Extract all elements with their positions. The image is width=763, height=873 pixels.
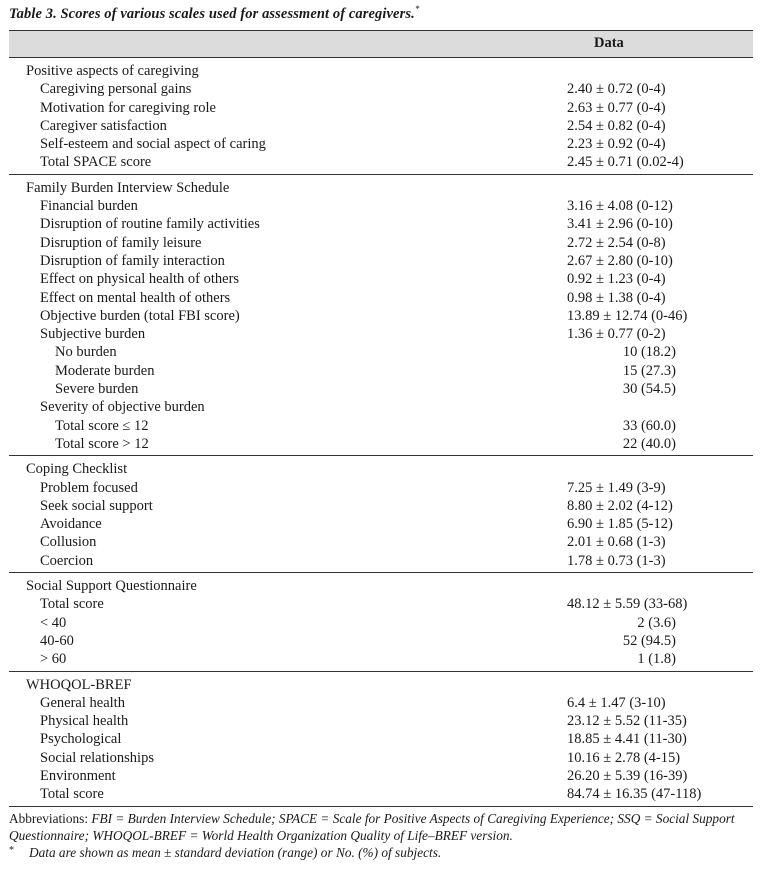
row-label: Motivation for caregiving role (40, 99, 216, 116)
row-value: 1.36 ± 0.77 (0-2) (567, 326, 666, 343)
table-row (9, 197, 753, 215)
table-section (9, 175, 753, 456)
row-label: Caregiver satisfaction (40, 117, 167, 134)
row-value: 1.78 ± 0.73 (1-3) (567, 552, 666, 569)
table-row (9, 749, 753, 767)
section-header-row (9, 62, 753, 80)
table-row (9, 398, 753, 416)
table-row (9, 289, 753, 307)
row-value: 33 (60.0) (622, 417, 676, 434)
row-value: 2.72 ± 2.54 (0-8) (567, 234, 666, 251)
table-row (9, 417, 753, 435)
caption-marker: * (414, 4, 420, 14)
table-row (9, 270, 753, 288)
table-row (9, 307, 753, 325)
row-value: 23.12 ± 5.52 (11-35) (567, 713, 687, 730)
table-section (9, 672, 753, 806)
row-value: 48.12 ± 5.59 (33-68) (567, 596, 688, 613)
row-label: Total SPACE score (40, 154, 152, 171)
abbreviations-note (9, 810, 754, 844)
row-value: 26.20 ± 5.39 (16-39) (567, 767, 688, 784)
table-row (9, 153, 753, 171)
table-row (9, 614, 753, 632)
row-label: Problem focused (40, 479, 138, 496)
table-header (9, 31, 753, 58)
scores-table (9, 30, 753, 807)
row-label: Effect on mental health of others (40, 289, 231, 306)
table-row (9, 552, 753, 570)
section-header-row (9, 179, 753, 197)
row-value: 6.4 ± 1.47 (3-10) (567, 694, 666, 711)
abbreviations-prefix: Abbreviations: (9, 811, 92, 826)
footnote (9, 845, 441, 861)
row-label: Effect on physical health of others (40, 271, 240, 288)
section-title: Social Support Questionnaire (26, 578, 197, 595)
row-label: Subjective burden (40, 326, 146, 343)
table-row (9, 497, 753, 515)
table-row (9, 632, 753, 650)
table-row (9, 234, 753, 252)
row-value: 2.67 ± 2.80 (0-10) (567, 252, 673, 269)
row-value: 2.45 ± 0.71 (0.02-4) (567, 154, 684, 171)
section-title: Family Burden Interview Schedule (26, 179, 230, 196)
row-label: Disruption of family interaction (40, 252, 225, 269)
row-value: 30 (54.5) (622, 381, 676, 398)
row-value: 6.90 ± 1.85 (5-12) (567, 516, 673, 533)
row-label: Collusion (40, 534, 97, 551)
table-row (9, 343, 753, 361)
section-title: WHOQOL-BREF (26, 676, 132, 693)
table-row (9, 595, 753, 613)
row-label: Environment (40, 767, 116, 784)
table-row (9, 99, 753, 117)
table-section (9, 573, 753, 671)
row-value: 8.80 ± 2.02 (4-12) (567, 497, 673, 514)
row-label: Total score (40, 596, 104, 613)
table-row (9, 80, 753, 98)
row-label: 40-60 (40, 632, 74, 649)
row-value: 3.16 ± 4.08 (0-12) (567, 198, 673, 215)
table-row (9, 533, 753, 551)
section-title: Coping Checklist (26, 461, 128, 478)
row-value: 18.85 ± 4.41 (11-30) (567, 731, 687, 748)
row-label: Total score > 12 (55, 435, 149, 452)
table-row (9, 435, 753, 453)
row-label: Disruption of routine family activities (40, 216, 260, 233)
table-section (9, 58, 753, 175)
row-value: 22 (40.0) (622, 435, 676, 452)
row-label: Physical health (40, 713, 129, 730)
table-row (9, 479, 753, 497)
row-label: Financial burden (40, 198, 138, 215)
row-value: 10.16 ± 2.78 (4-15) (567, 749, 681, 766)
row-value: 2 (3.6) (637, 614, 676, 631)
row-value: 13.89 ± 12.74 (0-46) (567, 307, 688, 324)
table-row (9, 767, 753, 785)
table-row (9, 730, 753, 748)
table-row (9, 515, 753, 533)
row-value: 52 (94.5) (622, 632, 676, 649)
row-label: Psychological (40, 731, 122, 748)
table-row (9, 135, 753, 153)
row-value: 15 (27.3) (622, 362, 676, 379)
row-label: Self-esteem and social aspect of caring (40, 136, 266, 153)
row-value: 84.74 ± 16.35 (47-118) (567, 786, 702, 803)
table-row (9, 252, 753, 270)
footnote-text: Data are shown as mean ± standard deviation (range) or No. (%) of subjects. (29, 845, 442, 860)
row-label: Caregiving personal gains (40, 81, 192, 98)
row-label: No burden (55, 344, 117, 361)
table-caption (9, 4, 419, 23)
section-header-row (9, 460, 753, 478)
row-label: Social relationships (40, 749, 154, 766)
row-label: < 40 (40, 614, 67, 631)
row-label: Total score (40, 786, 104, 803)
row-value: 2.40 ± 0.72 (0-4) (567, 81, 666, 98)
row-value: 0.98 ± 1.38 (0-4) (567, 289, 666, 306)
row-label: Severity of objective burden (40, 399, 205, 416)
column-header-data: Data (594, 35, 624, 51)
section-header-row (9, 577, 753, 595)
table-row (9, 650, 753, 668)
row-label: Objective burden (total FBI score) (40, 307, 240, 324)
table-section (9, 456, 753, 573)
abbreviations-text: FBI = Burden Interview Schedule; SPACE = Scale for Positive Aspects of Caregiving Experience; SSQ = Social Support Questionnaire; WHOQOL-BREF = World Health Organization Quality of Life–BREF version. (9, 811, 735, 843)
table-row (9, 117, 753, 135)
row-label: Avoidance (40, 516, 102, 533)
table-row (9, 362, 753, 380)
row-value: 10 (18.2) (622, 344, 676, 361)
row-value: 0.92 ± 1.23 (0-4) (567, 271, 666, 288)
row-label: Severe burden (55, 381, 139, 398)
table-row (9, 785, 753, 803)
table-body (9, 58, 753, 806)
row-label: Seek social support (40, 497, 153, 514)
row-value: 2.63 ± 0.77 (0-4) (567, 99, 666, 116)
row-value: 7.25 ± 1.49 (3-9) (567, 479, 666, 496)
row-value: 2.01 ± 0.68 (1-3) (567, 534, 666, 551)
row-label: > 60 (40, 651, 67, 668)
footnote-marker: * (9, 845, 14, 856)
row-value: 1 (1.8) (637, 651, 676, 668)
row-label: Total score ≤ 12 (55, 417, 149, 434)
row-value: 3.41 ± 2.96 (0-10) (567, 216, 673, 233)
row-label: Disruption of family leisure (40, 234, 202, 251)
table-row (9, 694, 753, 712)
row-value: 2.23 ± 0.92 (0-4) (567, 136, 666, 153)
caption-title: Table 3. Scores of various scales used for assessment of caregivers. (9, 5, 415, 22)
table-row (9, 712, 753, 730)
row-label: General health (40, 694, 125, 711)
row-label: Coercion (40, 552, 94, 569)
section-header-row (9, 676, 753, 694)
row-value: 2.54 ± 0.82 (0-4) (567, 117, 666, 134)
table-row (9, 380, 753, 398)
table-row (9, 325, 753, 343)
row-label: Moderate burden (55, 362, 155, 379)
table-row (9, 215, 753, 233)
section-title: Positive aspects of caregiving (26, 63, 199, 79)
